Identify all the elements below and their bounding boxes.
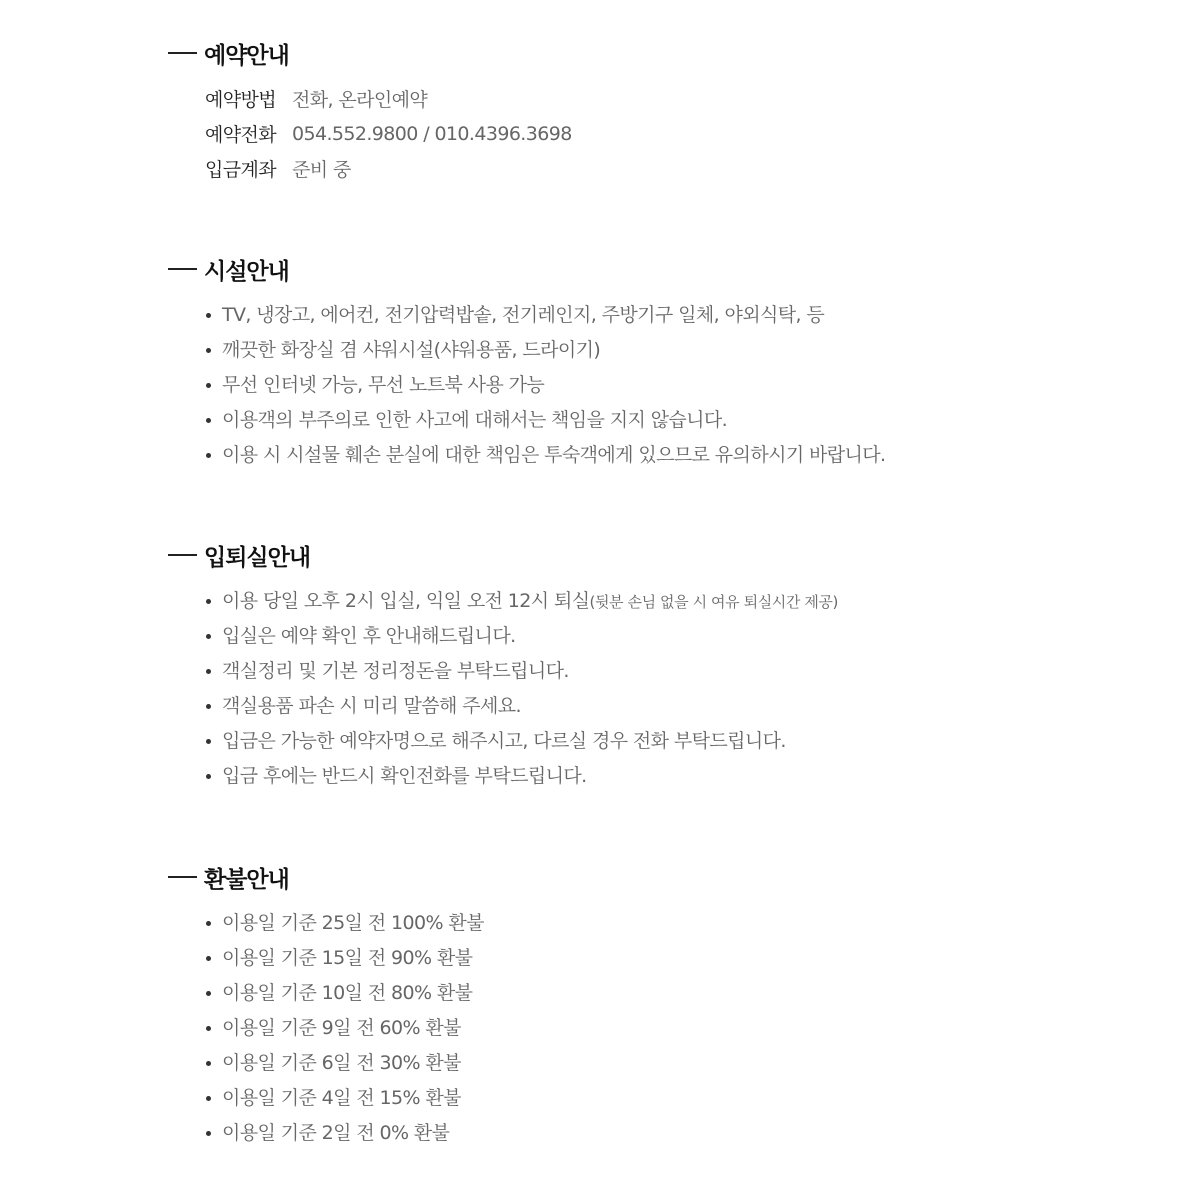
list-item (205, 689, 1128, 724)
bullet-icon (206, 348, 211, 353)
heading-dash (168, 554, 197, 556)
facility-list (205, 298, 1128, 473)
list-item (205, 941, 1128, 976)
checkin-section (168, 536, 1128, 794)
list-item (205, 438, 1128, 473)
list-item-text: 입실은 예약 확인 후 안내해드립니다. (222, 625, 516, 647)
list-item-text: 객실용품 파손 시 미리 말씀해 주세요. (222, 695, 521, 717)
reservation-label: 예약전화 (205, 124, 277, 146)
reservation-label: 예약방법 (205, 89, 277, 111)
list-item (205, 1081, 1128, 1116)
list-item (205, 368, 1128, 403)
bullet-icon (206, 704, 211, 709)
list-item-text: 이용일 기준 25일 전 100% 환불 (222, 912, 484, 934)
checkin-heading (168, 536, 1128, 574)
list-item-text: 무선 인터넷 가능, 무선 노트북 사용 가능 (222, 374, 545, 396)
reservation-value: 준비 중 (292, 159, 351, 181)
list-item-text: 이용일 기준 2일 전 0% 환불 (222, 1122, 450, 1144)
reservation-row-phone (205, 116, 1128, 151)
list-item-note: (뒷분 손님 없을 시 여유 퇴실시간 제공) (589, 593, 838, 611)
list-item-text: 이용일 기준 10일 전 80% 환불 (222, 982, 473, 1004)
bullet-icon (206, 739, 211, 744)
list-item-text: 이용객의 부주의로 인한 사고에 대해서는 책임을 지지 않습니다. (222, 409, 728, 431)
list-item (205, 654, 1128, 689)
heading-dash (168, 52, 197, 54)
bullet-icon (206, 599, 211, 604)
list-item (205, 298, 1128, 333)
list-item-text: 이용일 기준 15일 전 90% 환불 (222, 947, 473, 969)
reservation-value: 전화, 온라인예약 (292, 89, 428, 111)
bullet-icon (206, 669, 211, 674)
list-item (205, 619, 1128, 654)
list-item-text: 깨끗한 화장실 겸 샤워시설(샤워용품, 드라이기) (222, 339, 601, 361)
bullet-icon (206, 634, 211, 639)
refund-title: 환불안내 (204, 866, 289, 893)
reservation-row-method (205, 81, 1128, 116)
list-item (205, 1011, 1128, 1046)
list-item-text: 객실정리 및 기본 정리정돈을 부탁드립니다. (222, 660, 569, 682)
checkin-list (205, 584, 1128, 794)
bullet-icon (206, 774, 211, 779)
list-item-text: 이용일 기준 4일 전 15% 환불 (222, 1087, 461, 1109)
list-item-text: 이용일 기준 9일 전 60% 환불 (222, 1017, 461, 1039)
facility-title: 시설안내 (204, 258, 289, 285)
checkin-title: 입퇴실안내 (204, 544, 311, 571)
bullet-icon (206, 1061, 211, 1066)
reservation-heading (168, 34, 1128, 72)
reservation-title: 예약안내 (204, 42, 289, 69)
list-item-text: 입금 후에는 반드시 확인전화를 부탁드립니다. (222, 765, 587, 787)
bullet-icon (206, 991, 211, 996)
heading-dash (168, 268, 197, 270)
bullet-icon (206, 1131, 211, 1136)
bullet-icon (206, 1096, 211, 1101)
bullet-icon (206, 921, 211, 926)
list-item-text: 이용 시 시설물 훼손 분실에 대한 책임은 투숙객에게 있으므로 유의하시기 바랍니다. (222, 444, 886, 466)
list-item-text: 이용일 기준 6일 전 30% 환불 (222, 1052, 461, 1074)
reservation-phone-value: 054.552.9800 / 010.4396.3698 (292, 122, 572, 145)
list-item (205, 976, 1128, 1011)
refund-heading (168, 858, 1128, 896)
list-item (205, 1116, 1128, 1151)
reservation-info-table (205, 81, 1128, 186)
bullet-icon (206, 956, 211, 961)
bullet-icon (206, 1026, 211, 1031)
heading-dash (168, 876, 197, 878)
reservation-label: 입금계좌 (205, 159, 277, 181)
list-item (205, 759, 1128, 794)
facility-heading (168, 250, 1128, 288)
reservation-section (168, 34, 1128, 186)
list-item (205, 403, 1128, 438)
list-item-text: 입금은 가능한 예약자명으로 해주시고, 다르실 경우 전화 부탁드립니다. (222, 730, 786, 752)
bullet-icon (206, 313, 211, 318)
list-item (205, 1046, 1128, 1081)
bullet-icon (206, 418, 211, 423)
refund-section (168, 858, 1128, 1151)
facility-section (168, 250, 1128, 473)
refund-list (205, 906, 1128, 1151)
list-item (205, 333, 1128, 368)
list-item-text: 이용 당일 오후 2시 입실, 익일 오전 12시 퇴실 (222, 590, 590, 612)
list-item-text: TV, 냉장고, 에어컨, 전기압력밥솥, 전기레인지, 주방기구 일체, 야외식탁, 등 (222, 304, 825, 326)
list-item (205, 584, 1128, 619)
bullet-icon (206, 383, 211, 388)
list-item (205, 906, 1128, 941)
reservation-row-account (205, 151, 1128, 186)
list-item (205, 724, 1128, 759)
bullet-icon (206, 453, 211, 458)
